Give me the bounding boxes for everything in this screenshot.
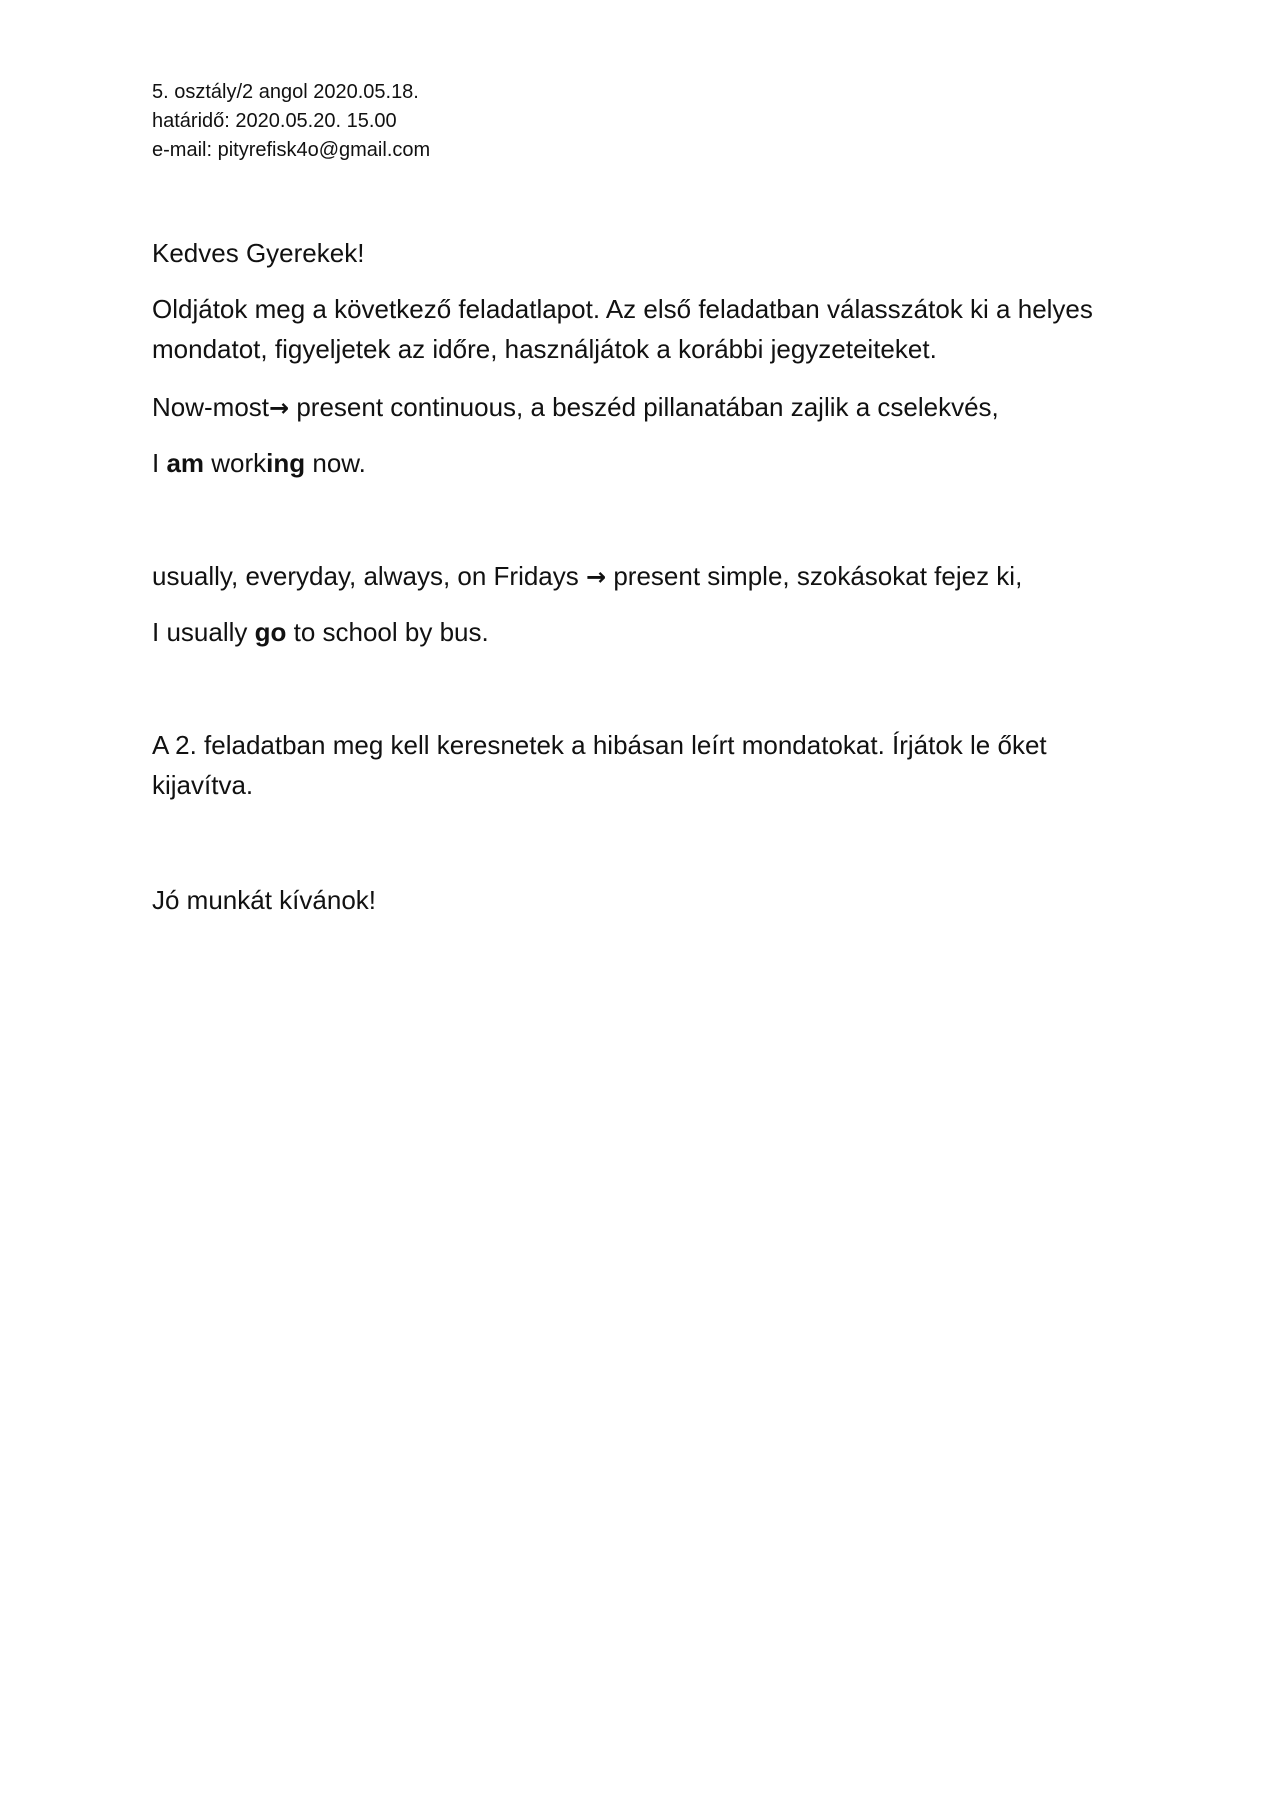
rule-present-continuous [152, 387, 1132, 428]
rule-explanation: present continuous, a beszéd pillanatában zajlik a cselekvés, [289, 392, 999, 422]
arrow-right-icon: → [269, 394, 290, 422]
document-header [152, 78, 430, 165]
example-bold-ing: ing [266, 448, 306, 478]
example-text: I usually [152, 617, 255, 647]
deadline-line: határidő: 2020.05.20. 15.00 [152, 110, 397, 132]
intro-paragraph: Oldjátok meg a következő feladatlapot. Az első feladatban válasszátok ki a helyes mondatot, figyeljetek az időre, használjátok a korábbi jegyzeteiteket. [152, 294, 1093, 364]
rule-explanation: present simple, szokásokat fejez ki, [606, 561, 1023, 591]
rule-keywords: usually, everyday, always, on Fridays [152, 561, 586, 591]
example-text: I [152, 448, 167, 478]
email-line: e-mail: pityrefisk4o@gmail.com [152, 139, 431, 161]
arrow-right-icon: → [586, 563, 607, 591]
example-present-continuous [152, 443, 1132, 483]
greeting: Kedves Gyerekek! [152, 238, 365, 268]
example-present-simple [152, 612, 1132, 652]
rule-present-simple [152, 556, 1132, 597]
rule-keyword: Now-most [152, 392, 270, 422]
example-bold-am: am [166, 448, 205, 478]
closing: Jó munkát kívánok! [152, 885, 376, 915]
task2-paragraph: A 2. feladatban meg kell keresnetek a hibásan leírt mondatokat. Írjátok le őket kijavítva. [152, 730, 1047, 800]
example-bold-go: go [254, 617, 287, 647]
class-date-line: 5. osztály/2 angol 2020.05.18. [152, 81, 419, 103]
example-text: to school by bus. [286, 617, 489, 647]
example-text: work [204, 448, 267, 478]
example-text: now. [305, 448, 366, 478]
